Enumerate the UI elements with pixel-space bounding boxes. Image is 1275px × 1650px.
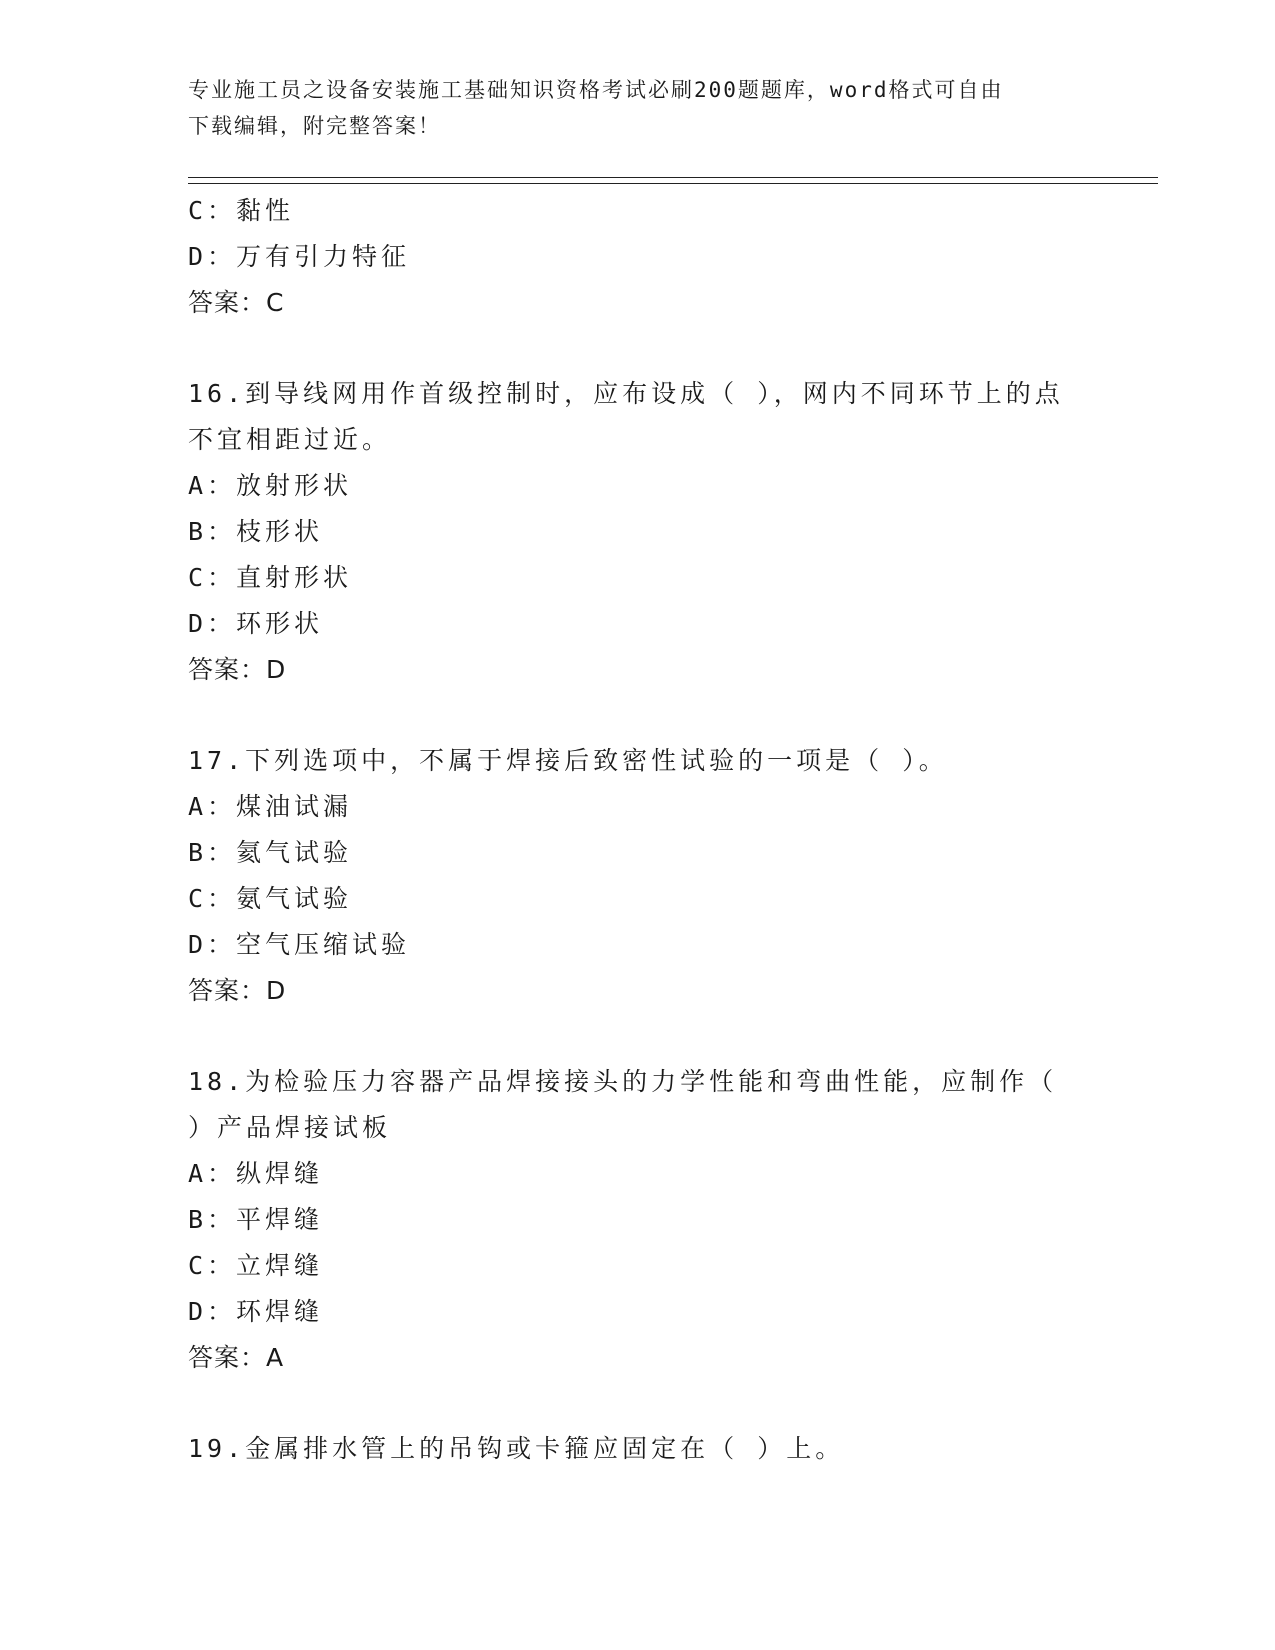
answer-line: 答案：D bbox=[188, 976, 287, 1005]
option-c: C：黏性 bbox=[188, 196, 295, 225]
option-d: D：环形状 bbox=[188, 609, 324, 638]
option-b: B：平焊缝 bbox=[188, 1205, 324, 1234]
option-a: A：煤油试漏 bbox=[188, 792, 353, 821]
question-gap bbox=[188, 693, 1088, 738]
option-b: B：氦气试验 bbox=[188, 838, 353, 867]
question-16 bbox=[188, 371, 1088, 693]
header-title-line-2: 下载编辑，附完整答案！ bbox=[188, 114, 441, 138]
option-d: D：万有引力特征 bbox=[188, 242, 411, 271]
header-divider-bottom bbox=[188, 183, 1158, 184]
option-b: B：枝形状 bbox=[188, 517, 324, 546]
option-c: C：立焊缝 bbox=[188, 1251, 324, 1280]
option-a: A：放射形状 bbox=[188, 471, 353, 500]
question-18 bbox=[188, 1059, 1088, 1381]
question-17 bbox=[188, 738, 1088, 1014]
document-header bbox=[188, 72, 1088, 144]
question-stem-continued: 不宜相距过近。 bbox=[188, 425, 392, 454]
question-15-tail bbox=[188, 188, 1088, 326]
header-title-line-1: 专业施工员之设备安装施工基础知识资格考试必刷200题题库，word格式可自由 bbox=[188, 78, 1004, 102]
question-stem: 18.为检验压力容器产品焊接接头的力学性能和弯曲性能，应制作（ bbox=[188, 1067, 1058, 1096]
question-stem-continued: ）产品焊接试板 bbox=[188, 1113, 392, 1142]
question-stem: 19.金属排水管上的吊钩或卡箍应固定在（ ）上。 bbox=[188, 1434, 845, 1463]
header-divider-top bbox=[188, 177, 1158, 178]
option-c: C：氨气试验 bbox=[188, 884, 353, 913]
question-list bbox=[188, 188, 1088, 1472]
option-c: C：直射形状 bbox=[188, 563, 353, 592]
question-stem: 17.下列选项中，不属于焊接后致密性试验的一项是（ ）。 bbox=[188, 746, 948, 775]
option-a: A：纵焊缝 bbox=[188, 1159, 324, 1188]
question-gap bbox=[188, 1014, 1088, 1059]
answer-line: 答案：C bbox=[188, 288, 285, 317]
option-d: D：空气压缩试验 bbox=[188, 930, 411, 959]
option-d: D：环焊缝 bbox=[188, 1297, 324, 1326]
question-gap bbox=[188, 1381, 1088, 1426]
answer-line: 答案：A bbox=[188, 1343, 285, 1372]
question-19 bbox=[188, 1426, 1088, 1472]
answer-line: 答案：D bbox=[188, 655, 287, 684]
question-stem: 16.到导线网用作首级控制时，应布设成（ ），网内不同环节上的点 bbox=[188, 379, 1064, 408]
question-gap bbox=[188, 326, 1088, 371]
